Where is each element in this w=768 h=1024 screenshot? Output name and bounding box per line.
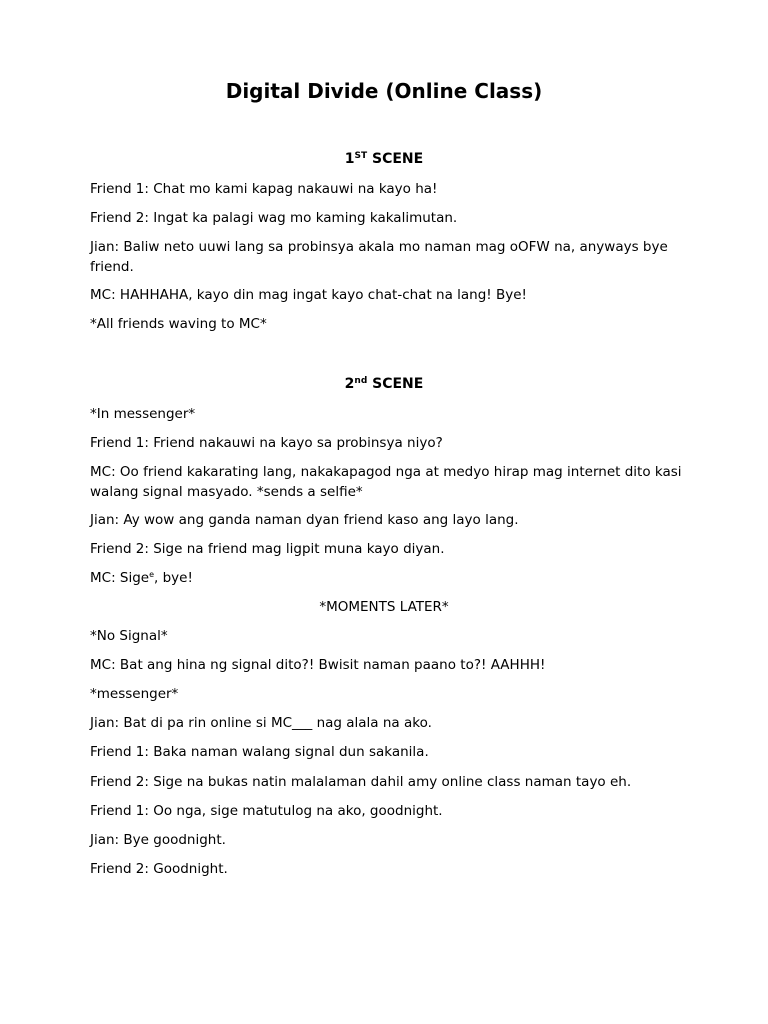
scene-1-number: 1 [344,151,355,167]
scene-2-word: SCENE [372,376,424,392]
dialogue-line: Jian: Bat di pa rin online si MC___ nag alala na ako. [90,715,432,731]
scene-1-ordinal: ST [354,151,368,161]
scene-1-heading [0,150,768,168]
dialogue-line: MC: Bat ang hina ng signal dito?! Bwisit naman paano to?! AAHHH! [90,657,546,673]
stage-direction: *No Signal* [90,628,168,644]
dialogue-line: MC: HAHHAHA, kayo din mag ingat kayo chat-chat na lang! Bye! [90,287,527,303]
mc-sige-suffix: , bye! [154,570,193,586]
dialogue-line: Friend 2: Ingat ka palagi wag mo kaming kakalimutan. [90,210,458,226]
dialogue-line: Friend 1: Oo nga, sige matutulog na ako, goodnight. [90,803,443,819]
dialogue-line: Jian: Baliw neto uuwi lang sa probinsya akala mo naman mag oOFW na, anyways bye friend. [90,239,668,275]
dialogue-line: Friend 1: Friend nakauwi na kayo sa probinsya niyo? [90,435,443,451]
stage-direction: *In messenger* [90,406,196,422]
scene-2-number: 2 [344,376,355,392]
dialogue-line: Friend 2: Sige na friend mag ligpit muna kayo diyan. [90,541,445,557]
dialogue-line: Friend 2: Sige na bukas natin malalaman dahil amy online class naman tayo eh. [90,774,632,790]
dialogue-line: Friend 1: Baka naman walang signal dun sakanila. [90,744,429,760]
dialogue-line: MC: Oo friend kakarating lang, nakakapagod nga at medyo hirap mag internet dito kasi walang signal masyado. *sends a selfie* [90,464,682,500]
mc-sige-superscript: e [149,570,155,579]
dialogue-line-mc-sige [90,569,690,589]
document-title: Digital Divide (Online Class) [225,79,543,103]
dialogue-line: Friend 2: Goodnight. [90,861,228,877]
scene-1-word: SCENE [372,151,424,167]
stage-direction: *All friends waving to MC* [90,316,267,332]
mc-sige-prefix: MC: Sige [90,570,150,586]
dialogue-line: Jian: Ay wow ang ganda naman dyan friend kaso ang layo lang. [90,512,519,528]
dialogue-line: Jian: Bye goodnight. [90,832,226,848]
stage-direction: *messenger* [90,686,179,702]
dialogue-line: Friend 1: Chat mo kami kapag nakauwi na kayo ha! [90,181,438,197]
scene-2-heading [0,375,768,393]
scene-2-ordinal: nd [354,376,368,386]
moments-later-direction: *MOMENTS LATER* [319,599,449,615]
